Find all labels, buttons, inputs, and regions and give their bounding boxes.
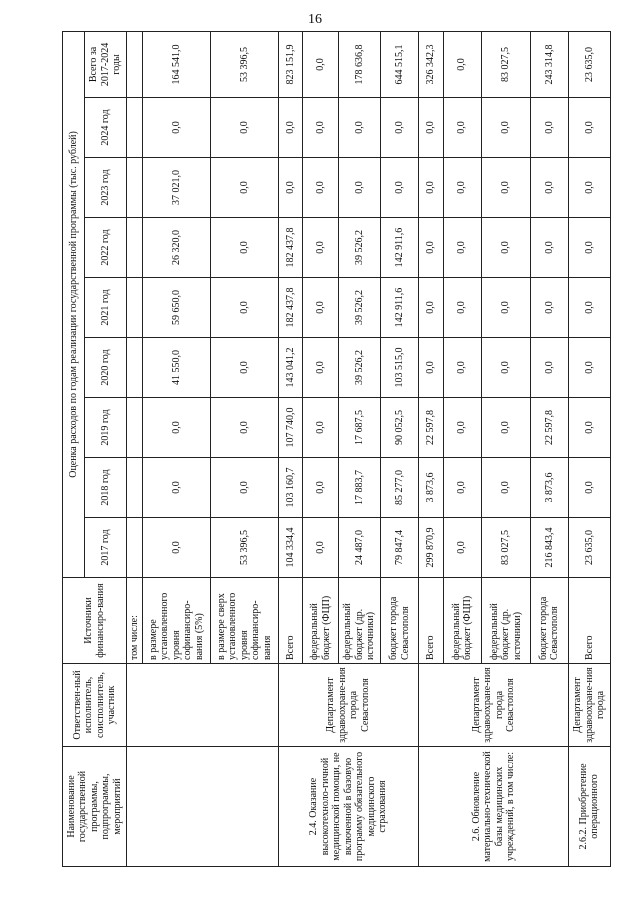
year-value-cell: 182 437,8 xyxy=(278,218,303,278)
header-executor: Ответствен-ный исполнитель, соисполнитель, участник xyxy=(63,664,127,747)
year-value-cell: 299 870,9 xyxy=(419,518,444,578)
year-value-cell: 0,0 xyxy=(568,458,610,518)
year-value-cell: 24 487,0 xyxy=(339,518,381,578)
year-value-cell: 0,0 xyxy=(210,98,278,158)
year-value-cell: 0,0 xyxy=(443,398,481,458)
year-value-cell: 0,0 xyxy=(210,398,278,458)
funding-source-cell: Всего xyxy=(278,578,303,664)
year-value-cell: 0,0 xyxy=(143,518,211,578)
year-value-cell: 0,0 xyxy=(481,218,530,278)
total-value-cell xyxy=(127,31,143,97)
year-value-cell: 0,0 xyxy=(210,218,278,278)
year-value-cell: 0,0 xyxy=(481,158,530,218)
budget-table xyxy=(62,31,611,867)
year-value-cell: 0,0 xyxy=(443,338,481,398)
year-value-cell: 79 847,4 xyxy=(380,518,418,578)
year-value-cell: 39 526,2 xyxy=(339,218,381,278)
year-value-cell: 142 911,6 xyxy=(380,278,418,338)
year-value-cell: 59 650,0 xyxy=(143,278,211,338)
year-value-cell: 0,0 xyxy=(481,338,530,398)
funding-source-cell: бюджет города Севастополя xyxy=(530,578,568,664)
year-value-cell: 0,0 xyxy=(443,158,481,218)
year-value-cell: 0,0 xyxy=(419,158,444,218)
program-name-cell xyxy=(127,747,279,867)
year-value-cell: 142 911,6 xyxy=(380,218,418,278)
year-value-cell: 0,0 xyxy=(143,398,211,458)
year-value-cell xyxy=(127,98,143,158)
year-value-cell: 143 041,2 xyxy=(278,338,303,398)
year-value-cell: 3 873,6 xyxy=(419,458,444,518)
header-total: Всего за 2017-2024 годы xyxy=(85,31,127,97)
year-value-cell: 0,0 xyxy=(303,518,339,578)
year-value-cell: 0,0 xyxy=(143,458,211,518)
year-value-cell: 85 277,0 xyxy=(380,458,418,518)
funding-source-cell: в размере сверх установленного уровня софинансиро-вания xyxy=(210,578,278,664)
year-value-cell: 0,0 xyxy=(568,218,610,278)
year-value-cell: 0,0 xyxy=(443,218,481,278)
total-value-cell: 644 515,1 xyxy=(380,31,418,97)
year-value-cell: 0,0 xyxy=(568,398,610,458)
year-value-cell: 0,0 xyxy=(303,158,339,218)
header-year: 2018 год xyxy=(85,458,127,518)
year-value-cell xyxy=(127,218,143,278)
year-value-cell: 182 437,8 xyxy=(278,278,303,338)
header-name: Наименование государственной программы, подпрограммы, мероприятий xyxy=(63,747,127,867)
header-year: 2022 год xyxy=(85,218,127,278)
table-row xyxy=(127,31,143,866)
funding-source-cell: федеральный бюджет (ФЦП) xyxy=(303,578,339,664)
year-value-cell: 0,0 xyxy=(481,458,530,518)
year-value-cell: 0,0 xyxy=(530,218,568,278)
year-value-cell: 0,0 xyxy=(530,98,568,158)
executor-cell: Департамент здравоохране-ния города Севастополя xyxy=(419,664,569,747)
total-value-cell: 326 342,3 xyxy=(419,31,444,97)
year-value-cell: 0,0 xyxy=(303,458,339,518)
year-value-cell: 0,0 xyxy=(419,338,444,398)
year-value-cell: 26 320,0 xyxy=(143,218,211,278)
total-value-cell: 164 541,0 xyxy=(143,31,211,97)
year-value-cell: 0,0 xyxy=(303,278,339,338)
header-year: 2019 год xyxy=(85,398,127,458)
year-value-cell xyxy=(127,398,143,458)
year-value-cell: 0,0 xyxy=(481,398,530,458)
year-value-cell: 41 550,0 xyxy=(143,338,211,398)
year-value-cell: 0,0 xyxy=(530,338,568,398)
year-value-cell xyxy=(127,458,143,518)
header-estimate-group: Оценка расходов по годам реализации государственной программы (тыс. рублей) xyxy=(63,31,85,577)
year-value-cell: 0,0 xyxy=(419,98,444,158)
executor-cell: Департамент здравоохране-ния города xyxy=(568,664,610,747)
year-value-cell: 0,0 xyxy=(568,338,610,398)
header-source: Источники финансиро-вания xyxy=(63,578,127,664)
year-value-cell: 0,0 xyxy=(443,278,481,338)
year-value-cell: 0,0 xyxy=(278,158,303,218)
header-year: 2021 год xyxy=(85,278,127,338)
year-value-cell: 0,0 xyxy=(303,338,339,398)
year-value-cell: 0,0 xyxy=(443,458,481,518)
funding-source-cell: том числе: xyxy=(127,578,143,664)
year-value-cell: 0,0 xyxy=(419,218,444,278)
year-value-cell: 0,0 xyxy=(380,158,418,218)
year-value-cell: 0,0 xyxy=(303,218,339,278)
year-value-cell: 0,0 xyxy=(568,98,610,158)
program-name-cell: 2.4. Оказание высокотехноло-гичной медицинской помощи, не включенной в базовую программу обязательного медицинского страхования xyxy=(278,747,418,867)
year-value-cell: 0,0 xyxy=(210,338,278,398)
year-value-cell: 83 027,5 xyxy=(481,518,530,578)
year-value-cell xyxy=(127,338,143,398)
table-row xyxy=(568,31,610,866)
funding-source-cell: бюджет города Севастополя xyxy=(380,578,418,664)
year-value-cell: 0,0 xyxy=(339,158,381,218)
total-value-cell: 823 151,9 xyxy=(278,31,303,97)
year-value-cell: 0,0 xyxy=(443,98,481,158)
total-value-cell: 53 396,5 xyxy=(210,31,278,97)
year-value-cell: 0,0 xyxy=(481,278,530,338)
header-year: 2024 год xyxy=(85,98,127,158)
year-value-cell: 0,0 xyxy=(143,98,211,158)
year-value-cell: 0,0 xyxy=(210,278,278,338)
executor-cell: Департамент здравоохране-ния города Севастополя xyxy=(278,664,418,747)
program-name-cell: 2.6.2. Приобретение операционного xyxy=(568,747,610,867)
funding-source-cell: в размере установленного уровня софинансиро-вания (5%) xyxy=(143,578,211,664)
year-value-cell: 0,0 xyxy=(380,98,418,158)
year-value-cell xyxy=(127,158,143,218)
year-value-cell: 104 334,4 xyxy=(278,518,303,578)
year-value-cell: 0,0 xyxy=(568,158,610,218)
year-value-cell: 0,0 xyxy=(339,98,381,158)
year-value-cell: 37 021,0 xyxy=(143,158,211,218)
year-value-cell: 39 526,2 xyxy=(339,278,381,338)
header-year: 2023 год xyxy=(85,158,127,218)
executor-cell xyxy=(127,664,279,747)
year-value-cell: 0,0 xyxy=(530,158,568,218)
year-value-cell: 0,0 xyxy=(210,158,278,218)
funding-source-cell: федеральный бюджет (др. источники) xyxy=(481,578,530,664)
total-value-cell: 23 635,0 xyxy=(568,31,610,97)
year-value-cell: 103 160,7 xyxy=(278,458,303,518)
funding-source-cell: Всего xyxy=(568,578,610,664)
header-year: 2020 год xyxy=(85,338,127,398)
year-value-cell: 0,0 xyxy=(210,458,278,518)
rotated-table-container xyxy=(62,32,611,867)
year-value-cell xyxy=(127,518,143,578)
table-row xyxy=(278,31,303,866)
year-value-cell: 22 597,8 xyxy=(530,398,568,458)
year-value-cell: 22 597,8 xyxy=(419,398,444,458)
total-value-cell: 83 027,5 xyxy=(481,31,530,97)
year-value-cell: 53 396,5 xyxy=(210,518,278,578)
year-value-cell: 17 687,5 xyxy=(339,398,381,458)
year-value-cell: 107 740,0 xyxy=(278,398,303,458)
funding-source-cell: федеральный бюджет (др. источники) xyxy=(339,578,381,664)
year-value-cell: 0,0 xyxy=(530,278,568,338)
year-value-cell: 3 873,6 xyxy=(530,458,568,518)
total-value-cell: 178 636,8 xyxy=(339,31,381,97)
year-value-cell: 0,0 xyxy=(419,278,444,338)
year-value-cell: 0,0 xyxy=(568,278,610,338)
year-value-cell: 39 526,2 xyxy=(339,338,381,398)
year-value-cell: 23 635,0 xyxy=(568,518,610,578)
header-year: 2017 год xyxy=(85,518,127,578)
year-value-cell: 0,0 xyxy=(278,98,303,158)
year-value-cell: 103 515,0 xyxy=(380,338,418,398)
funding-source-cell: Всего xyxy=(419,578,444,664)
table-row xyxy=(419,31,444,866)
total-value-cell: 243 314,8 xyxy=(530,31,568,97)
year-value-cell: 17 883,7 xyxy=(339,458,381,518)
year-value-cell: 0,0 xyxy=(443,518,481,578)
year-value-cell: 216 843,4 xyxy=(530,518,568,578)
year-value-cell: 90 052,5 xyxy=(380,398,418,458)
year-value-cell xyxy=(127,278,143,338)
page-number: 16 xyxy=(308,12,322,27)
year-value-cell: 0,0 xyxy=(303,98,339,158)
year-value-cell: 0,0 xyxy=(303,398,339,458)
funding-source-cell: федеральный бюджет (ФЦП) xyxy=(443,578,481,664)
total-value-cell: 0,0 xyxy=(303,31,339,97)
total-value-cell: 0,0 xyxy=(443,31,481,97)
year-value-cell: 0,0 xyxy=(481,98,530,158)
program-name-cell: 2.6. Обновление материально-технической базы медицинских учреждений, в том числе: xyxy=(419,747,569,867)
